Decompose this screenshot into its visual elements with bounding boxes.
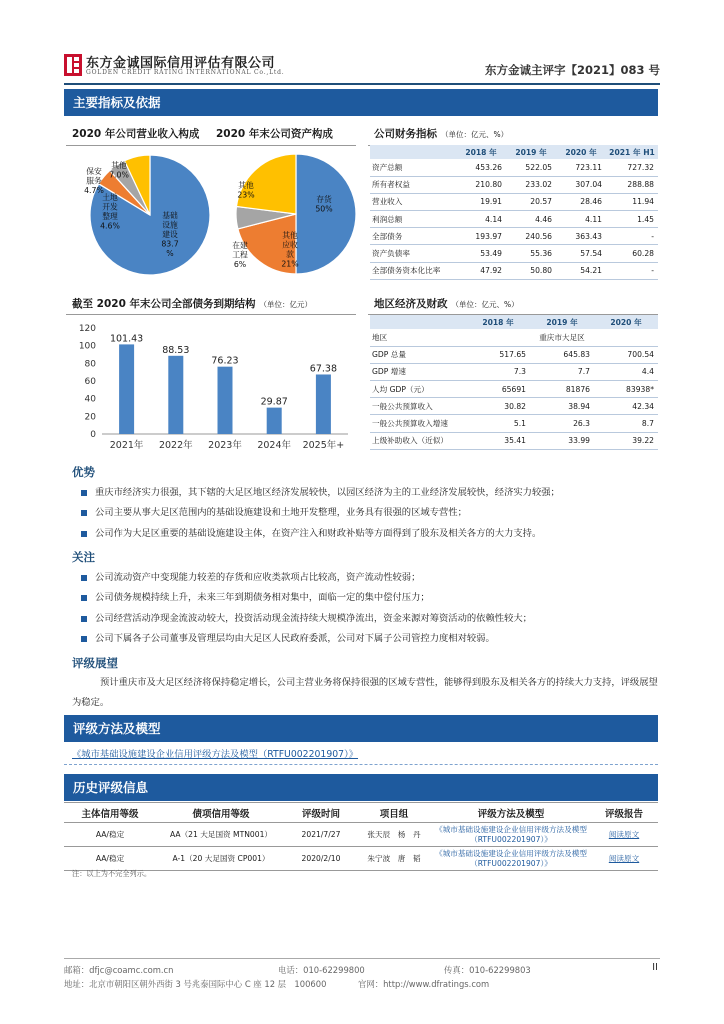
fin-row-label: 资产总额: [370, 159, 456, 176]
fin-table-title-text: 公司财务指标: [374, 128, 437, 140]
revenue-pie-slice-label: 7.0%: [109, 170, 129, 180]
fin-value-cell: 60.28: [606, 245, 658, 262]
concerns-item: 公司债务规模持续上升，未来三年到期债务相对集中，面临一定的集中偿付压力；: [80, 588, 660, 608]
region-row-label: GDP 增速: [370, 363, 466, 380]
concerns-heading: 关注: [72, 550, 95, 564]
bar: [218, 367, 233, 434]
fin-row-label: 全部债务: [370, 228, 456, 245]
outlook-text: 预计重庆市及大足区经济将保持稳定增长，公司主营业务将保持很强的区域专营性，能够得到股东及相关各方的持续大力支持，评级展望为稳定。: [72, 677, 658, 708]
company-name-cn: 东方金诚国际信用评估有限公司: [86, 56, 276, 71]
region-row-label: 一般公共预算收入增速: [370, 415, 466, 432]
history-issuer-rating: AA/稳定: [64, 823, 156, 847]
fin-table-row: [370, 193, 658, 210]
outlook-heading: 评级展望: [72, 656, 118, 670]
region-value-cell: 8.7: [594, 415, 658, 432]
x-tick-label: 2024年: [257, 440, 292, 451]
y-tick-label: 20: [84, 412, 96, 423]
fin-value-cell: 240.56: [506, 228, 556, 245]
history-header-cell: 主体信用等级: [64, 803, 156, 823]
region-value-cell: 42.34: [594, 398, 658, 415]
history-method-line2: （RTFU002201907）》: [470, 858, 552, 868]
fin-table-row: [370, 159, 658, 176]
history-bond-rating: AA（21 大足国资 MTN001）: [156, 823, 286, 847]
assets-pie-title: 2020 年末公司资产构成: [216, 128, 333, 140]
footer-fax: 传真：010-62299803: [444, 965, 531, 975]
concerns-item: 公司流动资产中变现能力较差的存货和应收类款项占比较高，资产流动性较弱；: [80, 568, 660, 588]
company-name-en: GOLDEN CREDIT RATING INTERNATIONAL Co.,Ltd.: [86, 69, 285, 76]
y-tick-label: 40: [84, 394, 96, 405]
region-row-label: 一般公共预算收入: [370, 398, 466, 415]
region-header-cell: 2019 年: [530, 315, 594, 329]
y-tick-label: 0: [90, 430, 96, 440]
y-tick-label: 80: [84, 359, 96, 370]
history-date: 2021/7/27: [286, 823, 356, 847]
strengths-heading: 优势: [72, 465, 95, 479]
debt-chart-title: [72, 296, 312, 311]
assets-pie-slice-label: 23%: [237, 190, 255, 200]
fin-value-cell: 55.36: [506, 245, 556, 262]
debt-panel-rule: [66, 314, 356, 315]
revenue-pie-slice-label: 土地: [102, 193, 118, 202]
header-divider: [64, 83, 660, 85]
fin-value-cell: 288.88: [606, 176, 658, 193]
fin-table-row: [370, 228, 658, 245]
history-header-cell: 评级报告: [590, 803, 658, 823]
history-note: 注：以上为不完全列示。: [72, 869, 152, 878]
revenue-pie-slice-label: 建设: [162, 230, 178, 239]
region-value-cell: 33.99: [530, 432, 594, 449]
region-value-cell: 517.65: [466, 346, 530, 363]
region-table-row: [370, 346, 658, 363]
footer-phone: 电话：010-62299800: [278, 965, 365, 975]
assets-pie-slice-label: 其他: [238, 181, 254, 190]
fin-row-label: 所有者权益: [370, 176, 456, 193]
fin-row-label: 利润总额: [370, 211, 456, 228]
revenue-pie-slice-label: 4.6%: [100, 221, 120, 231]
company-logo-icon: [64, 54, 82, 76]
history-report-link[interactable]: 阅读原文: [590, 823, 658, 847]
region-value-cell: 5.1: [466, 415, 530, 432]
history-method-line1: 《城市基础设施建设企业信用评级方法及模型: [435, 824, 587, 834]
region-table-title: [374, 296, 519, 311]
fin-table-row: [370, 211, 658, 228]
y-tick-label: 120: [78, 324, 96, 334]
revenue-pie-slice-label: 基础: [162, 211, 178, 220]
history-header-cell: 评级时间: [286, 803, 356, 823]
region-header-cell: 2020 年: [594, 315, 658, 329]
assets-pie-slice-label: 工程: [232, 250, 248, 260]
region-table-unit: （单位：亿元、%）: [451, 300, 519, 309]
page-header: [64, 50, 660, 84]
region-row-label: 上级补助收入（近似）: [370, 432, 466, 449]
fin-value-cell: 47.92: [456, 262, 506, 279]
y-tick-label: 100: [78, 341, 96, 352]
revenue-pie-slice-label: 其他: [111, 161, 127, 170]
footer-divider: [64, 958, 660, 959]
region-table-row: [370, 432, 658, 449]
assets-pie-slice-label: 在建: [232, 241, 248, 250]
history-bond-rating: A-1（20 大足国资 CP001）: [156, 847, 286, 871]
fin-value-cell: 28.46: [556, 193, 606, 210]
strengths-item: 公司作为大足区重要的基础设施建设主体，在资产注入和财政补贴等方面得到了股东及相关各方的大力支持。: [80, 524, 660, 544]
x-tick-label: 2025年+: [302, 440, 345, 451]
strengths-item: 公司主要从事大足区范围内的基础设施建设和土地开发整理，业务具有很强的区域专营性；: [80, 503, 660, 523]
revenue-pie-slice-label: 设施: [162, 220, 178, 230]
region-value-cell: 38.94: [530, 398, 594, 415]
revenue-pie-slice-label: 保安: [86, 167, 102, 176]
region-table-row: [370, 398, 658, 415]
pie-panel-rule: [66, 145, 356, 146]
history-header-cell: 项目组: [356, 803, 432, 823]
fin-value-cell: 54.21: [556, 262, 606, 279]
fin-header-cell: [370, 145, 456, 159]
bar-value-label: 67.38: [309, 363, 338, 375]
history-method-line1: 《城市基础设施建设企业信用评级方法及模型: [435, 848, 587, 858]
region-value-cell: 83938*: [594, 381, 658, 398]
region-row-label: 人均 GDP（元）: [370, 381, 466, 398]
region-table-row: [370, 381, 658, 398]
method-divider: [64, 764, 658, 765]
fin-table-row: [370, 176, 658, 193]
bar-value-label: 76.23: [211, 355, 239, 367]
fin-table-row: [370, 262, 658, 279]
bar: [316, 374, 331, 434]
assets-pie-slice-label: 存货: [316, 195, 332, 204]
bar: [267, 408, 282, 434]
bar-value-label: 88.53: [162, 344, 190, 356]
strengths-item: 重庆市经济实力很强，其下辖的大足区地区经济发展较快，以园区经济为主的工业经济发展较快，经济实力较强；: [80, 483, 660, 503]
document-number: 东方金诚主评字【2021】083 号: [484, 63, 660, 77]
region-value-cell: 30.82: [466, 398, 530, 415]
x-tick-label: 2022年: [158, 440, 193, 451]
region-header-cell: 2018 年: [466, 315, 530, 329]
history-team: 朱宁波 唐 韬: [356, 847, 432, 871]
method-link[interactable]: 《城市基础设施建设企业信用评级方法及模型（RTFU002201907）》: [72, 749, 359, 760]
fin-table-unit: （单位：亿元、%）: [441, 130, 509, 139]
assets-pie-chart: [218, 152, 358, 278]
fin-table-row: [370, 245, 658, 262]
fin-value-cell: 723.11: [556, 159, 606, 176]
history-table-row: [64, 823, 658, 847]
revenue-pie-slice-label: 4.7%: [84, 186, 104, 195]
assets-pie-slice-label: 21%: [281, 259, 299, 269]
history-header-cell: 评级方法及模型: [432, 803, 590, 823]
bar: [119, 344, 134, 434]
region-value-cell: 26.3: [530, 415, 594, 432]
fin-row-label: 全部债务资本化比率: [370, 262, 456, 279]
assets-pie-slice-label: 6%: [233, 260, 247, 269]
region-name: 重庆市大足区: [466, 329, 658, 346]
history-method-link[interactable]: [432, 847, 590, 871]
page-number: II: [652, 962, 658, 973]
fin-value-cell: 453.26: [456, 159, 506, 176]
y-tick-label: 60: [84, 377, 96, 387]
region-table-title-text: 地区经济及财政: [374, 298, 448, 310]
region-value-cell: 39.22: [594, 432, 658, 449]
fin-table-title: [374, 126, 508, 141]
fin-value-cell: 57.54: [556, 245, 606, 262]
history-table-row: [64, 847, 658, 871]
x-tick-label: 2021年: [109, 440, 144, 451]
region-value-cell: 35.41: [466, 432, 530, 449]
region-value-cell: 7.3: [466, 363, 530, 380]
fin-value-cell: 233.02: [506, 176, 556, 193]
assets-pie-slice-label: 款: [286, 250, 294, 259]
region-value-cell: 645.83: [530, 346, 594, 363]
footer-email: 邮箱：dfjc@coamc.com.cn: [64, 965, 174, 975]
region-table-row: [370, 363, 658, 380]
history-report-link[interactable]: 阅读原文: [590, 847, 658, 871]
fin-value-cell: 307.04: [556, 176, 606, 193]
fin-header-cell: 2021 年 H1: [606, 145, 658, 159]
region-value-cell: 4.4: [594, 363, 658, 380]
history-header-cell: 债项信用等级: [156, 803, 286, 823]
region-header-cell: [370, 315, 466, 329]
fin-header-cell: 2020 年: [556, 145, 606, 159]
region-label: 地区: [370, 329, 466, 346]
fin-table: [370, 145, 658, 280]
concerns-list: [80, 568, 660, 650]
history-team: 张天辰 杨 丹: [356, 823, 432, 847]
section-history-title: 历史评级信息: [64, 774, 658, 801]
fin-value-cell: 4.46: [506, 211, 556, 228]
fin-value-cell: 50.80: [506, 262, 556, 279]
strengths-list: [80, 483, 660, 544]
fin-value-cell: 4.11: [556, 211, 606, 228]
region-row-label: GDP 总量: [370, 346, 466, 363]
debt-chart-title-text: 截至 2020 年末公司全部债务到期结构: [72, 298, 256, 310]
fin-value-cell: 11.94: [606, 193, 658, 210]
footer-address: 地址：北京市朝阳区朝外西街 3 号兆泰国际中心 C 座 12 层 100600: [64, 979, 327, 989]
rating-history-table: [64, 802, 658, 871]
fin-value-cell: 4.14: [456, 211, 506, 228]
x-tick-label: 2023年: [208, 440, 242, 451]
concerns-item: 公司经营活动净现金流波动较大，投资活动现金流持续大规模净流出，资金来源对筹资活动的依赖性较大；: [80, 609, 660, 629]
region-name-row: [370, 329, 658, 346]
revenue-pie-slice-label: 开发: [102, 202, 118, 212]
region-value-cell: 65691: [466, 381, 530, 398]
assets-pie-slice: [296, 154, 356, 274]
section-indicators-title: 主要指标及依据: [64, 89, 658, 116]
fin-value-cell: 1.45: [606, 211, 658, 228]
history-date: 2020/2/10: [286, 847, 356, 871]
fin-header-cell: 2019 年: [506, 145, 556, 159]
concerns-item: 公司下属各子公司董事及管理层均由大足区人民政府委派，公司对下属子公司管控力度相对较弱。: [80, 629, 660, 649]
fin-value-cell: 53.49: [456, 245, 506, 262]
fin-row-label: 资产负债率: [370, 245, 456, 262]
history-method-link[interactable]: [432, 823, 590, 847]
assets-pie-slice-label: 应收: [282, 240, 298, 250]
assets-pie-slice-label: 其他: [282, 231, 298, 240]
fin-value-cell: 193.97: [456, 228, 506, 245]
fin-value-cell: 727.32: [606, 159, 658, 176]
revenue-pie-slice-label: %: [166, 249, 174, 258]
section-method-title: 评级方法及模型: [64, 715, 658, 742]
revenue-pie-slice-label: 整理: [102, 212, 118, 221]
revenue-pie-chart: [72, 152, 220, 278]
fin-value-cell: -: [606, 228, 658, 245]
fin-value-cell: 210.80: [456, 176, 506, 193]
history-issuer-rating: AA/稳定: [64, 847, 156, 871]
footer-website[interactable]: 官网：http://www.dfratings.com: [358, 979, 490, 989]
bar-value-label: 29.87: [260, 396, 288, 408]
revenue-pie-slice-label: 83.7: [161, 239, 179, 249]
bar: [168, 356, 183, 434]
fin-value-cell: 522.05: [506, 159, 556, 176]
debt-chart-unit: （单位：亿元）: [259, 300, 313, 309]
debt-maturity-chart: [66, 316, 356, 462]
fin-value-cell: 19.91: [456, 193, 506, 210]
revenue-pie-slice-label: 服务: [86, 176, 102, 186]
region-value-cell: 7.7: [530, 363, 594, 380]
history-method-line2: （RTFU002201907）》: [470, 834, 552, 844]
fin-value-cell: 20.57: [506, 193, 556, 210]
assets-pie-slice-label: 50%: [315, 204, 333, 214]
fin-value-cell: 363.43: [556, 228, 606, 245]
region-table: [370, 315, 658, 450]
fin-header-cell: 2018 年: [456, 145, 506, 159]
region-value-cell: 81876: [530, 381, 594, 398]
fin-row-label: 营业收入: [370, 193, 456, 210]
bar-value-label: 101.43: [109, 333, 144, 345]
fin-value-cell: -: [606, 262, 658, 279]
region-value-cell: 700.54: [594, 346, 658, 363]
revenue-pie-title: 2020 年公司营业收入构成: [72, 128, 200, 140]
region-table-row: [370, 415, 658, 432]
